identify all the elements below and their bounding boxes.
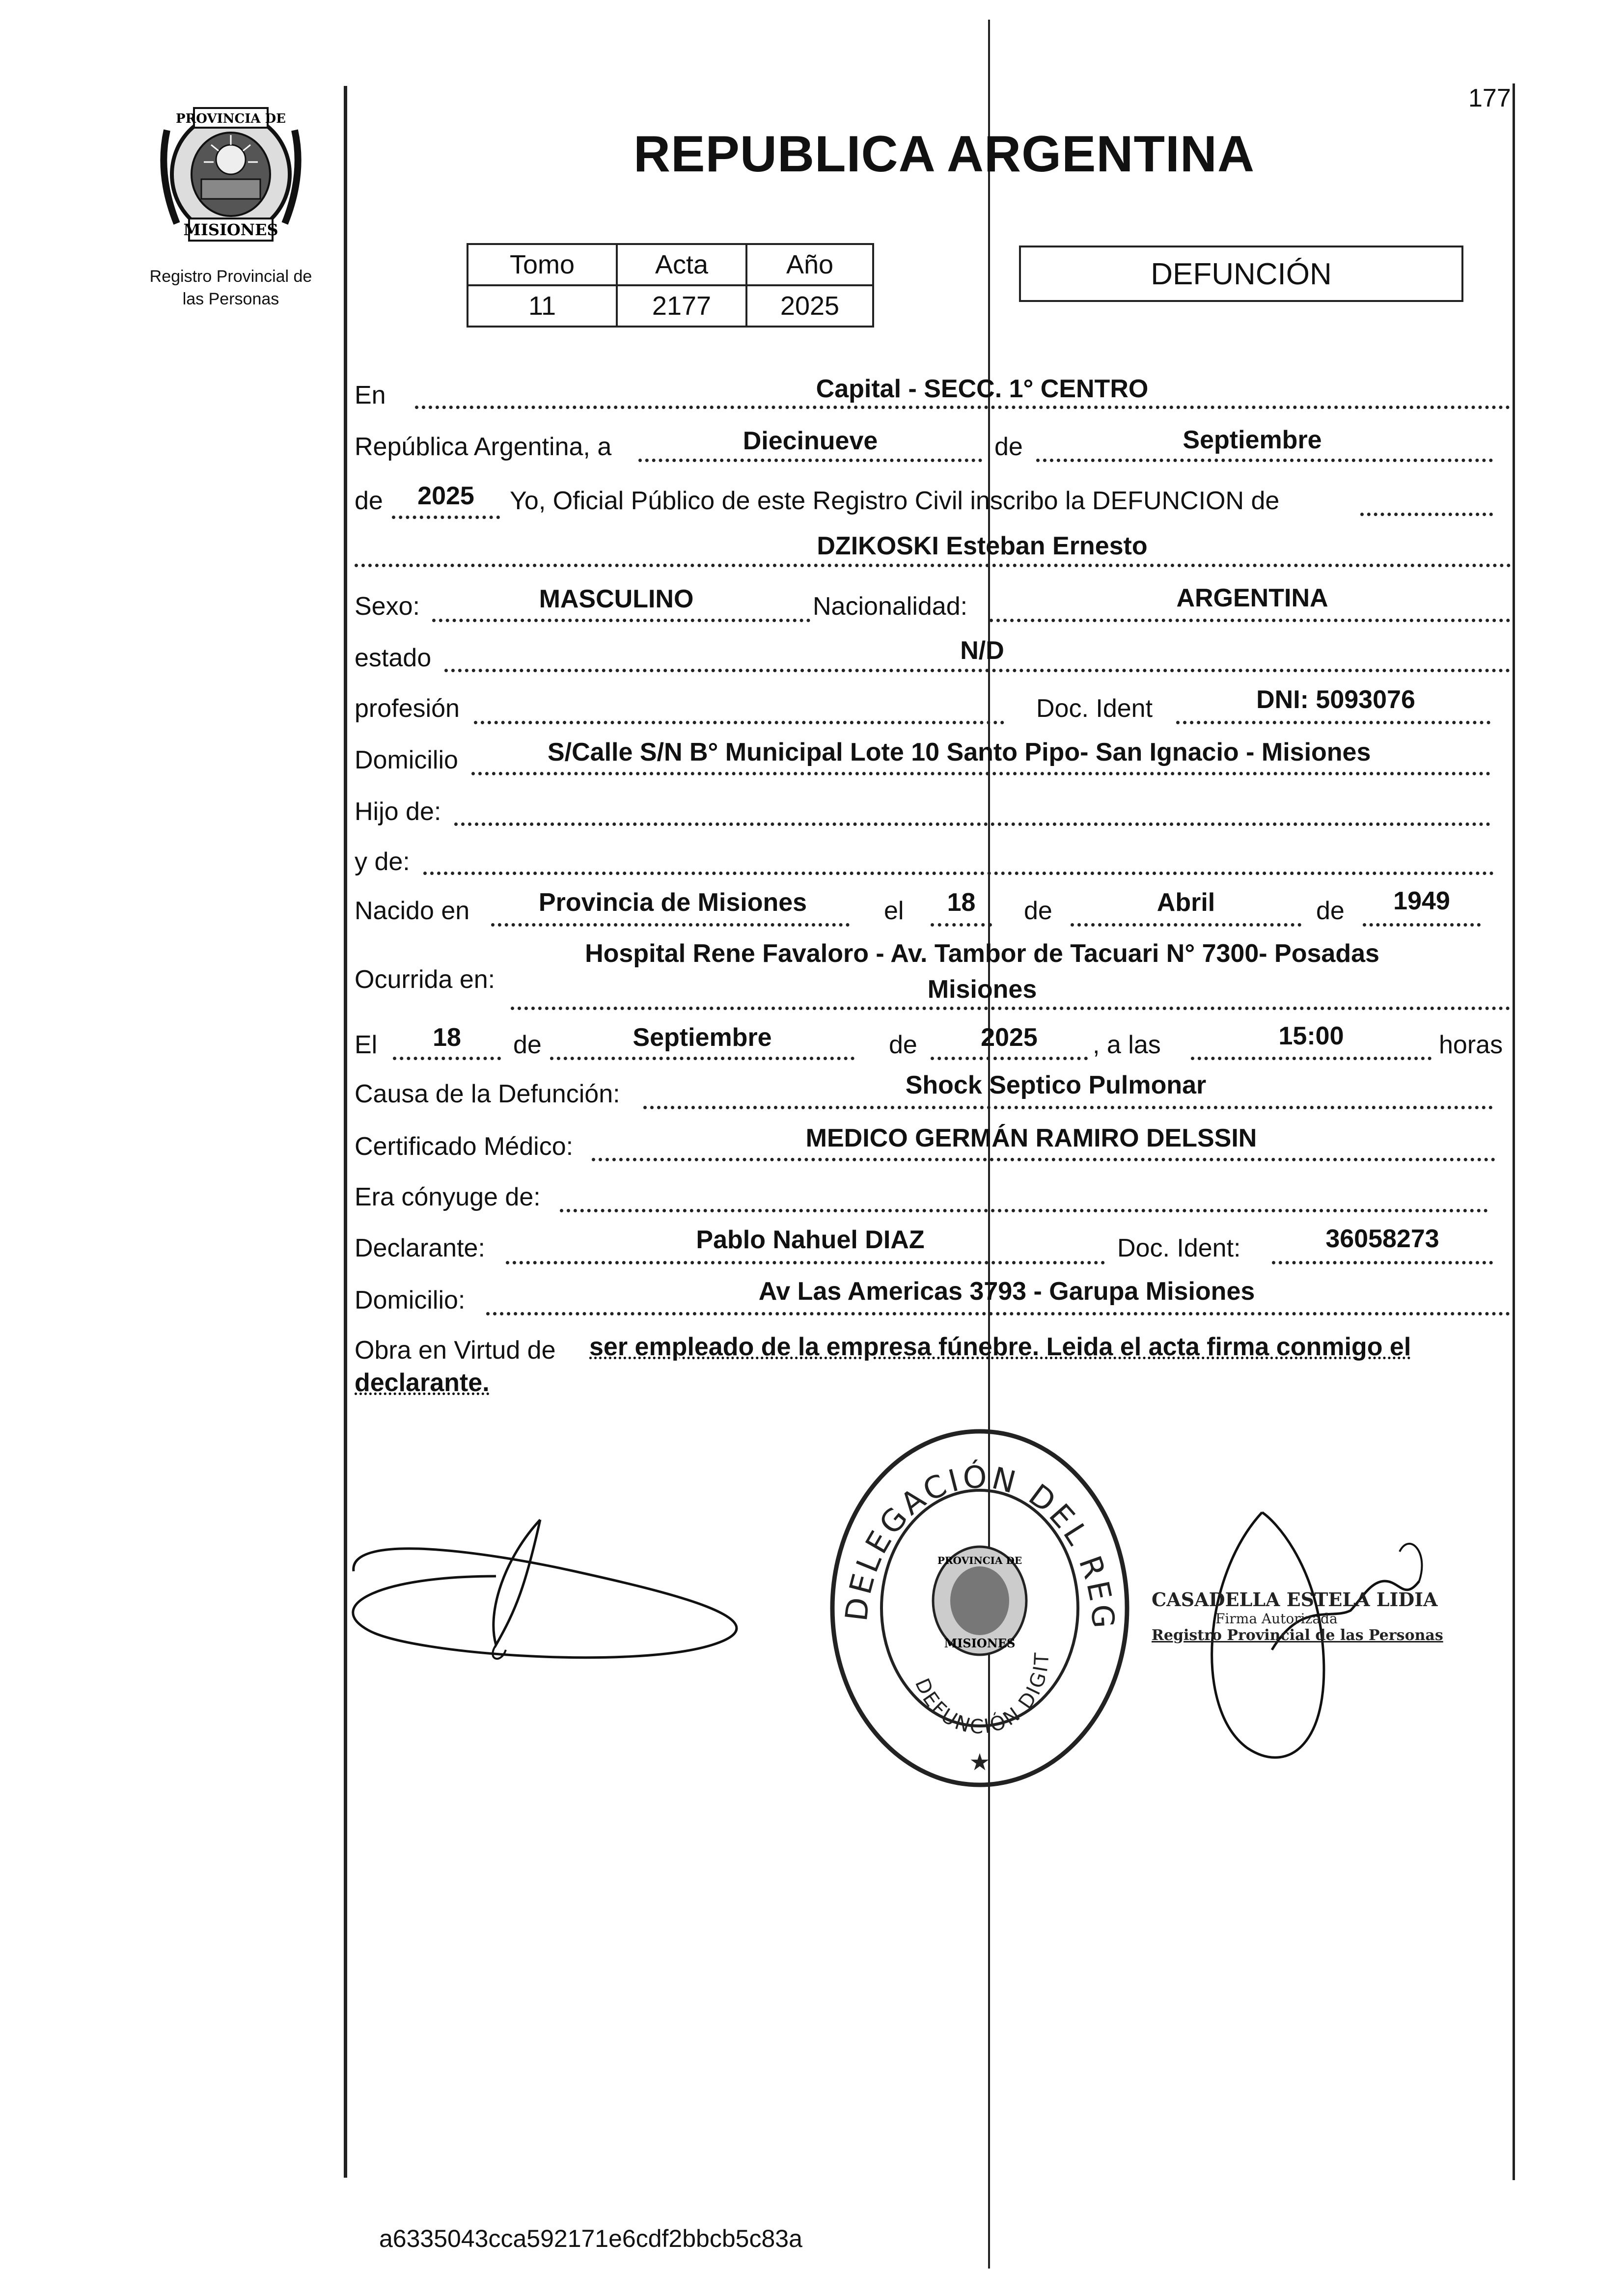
certificado-dotline [592, 1158, 1495, 1161]
document-hash: a6335043cca592171e6cdf2bbcb5c83a [379, 2225, 802, 2252]
svg-text:MISIONES: MISIONES [183, 220, 278, 239]
obra-label: Obra en Virtud de [355, 1336, 556, 1365]
profesion-label: profesión [355, 694, 460, 723]
birth-el-label: el [884, 897, 904, 925]
seal-stamp-icon [820, 1424, 1139, 1792]
left-margin-line [344, 86, 347, 2178]
declarante-dotline [506, 1261, 1105, 1264]
alas-label: , a las [1093, 1031, 1161, 1059]
record-table-header-row [468, 244, 873, 285]
death-month-dotline [550, 1057, 854, 1060]
month-dotline [1036, 459, 1493, 462]
svg-text:PROVINCIA DE: PROVINCIA DE [937, 1555, 1022, 1566]
table-cell: 2177 [617, 285, 746, 327]
obra-value-line2: declarante. [355, 1368, 490, 1397]
decl-domicilio-value: Av Las Americas 3793 - Garupa Misiones [758, 1277, 1255, 1306]
domicilio-label: Domicilio [355, 746, 458, 774]
official-role: Firma Autorizada [1215, 1611, 1338, 1627]
table-cell: 11 [468, 285, 617, 327]
death-year-dotline [931, 1057, 1088, 1060]
statement: Yo, Oficial Público de este Registro Civil inscribo la DEFUNCION de [510, 487, 1280, 515]
birth-day: 18 [947, 888, 976, 917]
day-dotline [638, 459, 982, 462]
doc-ident-dotline [1176, 721, 1490, 724]
yde-dotline [423, 872, 1494, 875]
table-header: Acta [617, 244, 746, 285]
declarante-label: Declarante: [355, 1234, 485, 1262]
table-header: Año [746, 244, 873, 285]
death-day: 18 [433, 1023, 461, 1052]
certificado-value: MEDICO GERMÁN RAMIRO DELSSIN [805, 1124, 1257, 1152]
official-office: Registro Provincial de las Personas [1152, 1627, 1443, 1644]
estado-dotline [444, 669, 1510, 672]
hijo-label: Hijo de: [355, 797, 441, 826]
sexo-dotline [432, 619, 810, 622]
rep-label: República Argentina, a [355, 433, 612, 461]
svg-text:★: ★ [969, 1749, 991, 1776]
doc-ident-label: Doc. Ident [1036, 694, 1153, 723]
sexo-label: Sexo: [355, 592, 420, 621]
death-day-dotline [393, 1057, 501, 1060]
page-title: REPUBLICA ARGENTINA [633, 126, 1255, 183]
obra-value-line1: ser empleado de la empresa fúnebre. Leida el acta firma conmigo el [589, 1333, 1411, 1361]
coat-of-arms-icon [147, 101, 314, 248]
causa-value: Shock Septico Pulmonar [905, 1071, 1207, 1099]
hijo-dotline [454, 822, 1490, 826]
nacido-label: Nacido en [355, 897, 470, 925]
domicilio-dotline [471, 772, 1490, 775]
birth-year: 1949 [1393, 887, 1450, 915]
birth-day-dotline [931, 923, 992, 927]
en-label: En [355, 381, 386, 410]
sexo-value: MASCULINO [539, 585, 694, 613]
en-dotline [415, 406, 1510, 409]
nacionalidad-label: Nacionalidad: [813, 592, 968, 621]
record-table-value-row [468, 285, 873, 327]
page-number: 177 [1468, 84, 1511, 112]
death-month: Septiembre [633, 1023, 772, 1052]
de-label: de [994, 433, 1023, 461]
conyuge-label: Era cónyuge de: [355, 1183, 541, 1211]
day-written: Diecinueve [743, 427, 878, 455]
record-type-label: DEFUNCIÓN [1151, 257, 1332, 291]
name-dotline [355, 564, 1511, 567]
ocurrida-line2: Misiones [927, 975, 1037, 1004]
statement-dotline [1360, 513, 1493, 516]
svg-text:DEFUNCIÓN DIGITAL: DEFUNCIÓN DIGIT [910, 1652, 1054, 1739]
nacionalidad-dotline [990, 619, 1510, 622]
signature-scribble-icon [339, 1498, 781, 1665]
causa-dotline [643, 1106, 1493, 1109]
en-value: Capital - SECC. 1° CENTRO [816, 375, 1149, 403]
estado-label: estado [355, 644, 432, 672]
ocurrida-line1: Hospital Rene Favaloro - Av. Tambor de Tacuari N° 7300- Posadas [585, 939, 1379, 968]
decl-doc-dotline [1272, 1261, 1493, 1264]
birth-month: Abril [1156, 888, 1215, 917]
declarant-signature [339, 1498, 781, 1665]
domicilio-value: S/Calle S/N B° Municipal Lote 10 Santo Pipo- San Ignacio - Misiones [548, 738, 1371, 766]
death-time-dotline [1191, 1057, 1431, 1060]
nacido-dotline [491, 923, 850, 927]
svg-text:PROVINCIA DE: PROVINCIA DE [176, 111, 286, 126]
year-dotline [392, 516, 500, 519]
official-name: CASADELLA ESTELA LIDIA [1152, 1588, 1438, 1611]
svg-text:DELEGACIÓN DEL REGISTRO DE LAS: DELEGACIÓN DEL REG [838, 1459, 1122, 1632]
birth-year-dotline [1363, 923, 1481, 927]
registry-seal [820, 1424, 1139, 1792]
birth-de2: de [1316, 897, 1345, 925]
death-de1: de [513, 1031, 542, 1059]
year-value: 2025 [417, 482, 474, 510]
causa-label: Causa de la Defunción: [355, 1080, 620, 1108]
death-time: 15:00 [1278, 1022, 1344, 1050]
nacido-value: Provincia de Misiones [538, 888, 807, 917]
official-stamp [1152, 1588, 1443, 1644]
doc-ident-value: DNI: 5093076 [1256, 685, 1415, 714]
death-el-label: El [355, 1031, 378, 1059]
horas-label: horas [1439, 1031, 1503, 1059]
profesion-dotline [474, 721, 1004, 724]
right-margin-line [1513, 83, 1515, 2180]
registry-name: Registro Provincial de las Personas [149, 267, 312, 308]
decl-doc-label: Doc. Ident: [1117, 1234, 1241, 1262]
death-de2: de [889, 1031, 917, 1059]
declarante-value: Pablo Nahuel DIAZ [696, 1226, 925, 1254]
ocurrida-dotline [511, 1007, 1510, 1010]
birth-month-dotline [1071, 923, 1301, 927]
month-written: Septiembre [1183, 426, 1322, 454]
year-prefix: de [355, 487, 383, 515]
conyuge-dotline [560, 1209, 1488, 1212]
nacionalidad-value: ARGENTINA [1176, 584, 1328, 612]
svg-text:MISIONES: MISIONES [944, 1636, 1016, 1650]
certificado-label: Certificado Médico: [355, 1132, 574, 1161]
decl-domicilio-label: Domicilio: [355, 1286, 466, 1314]
record-table [467, 243, 874, 328]
death-year: 2025 [981, 1023, 1038, 1052]
decl-doc-value: 36058273 [1325, 1225, 1439, 1253]
deceased-name: DZIKOSKI Esteban Ernesto [817, 532, 1148, 560]
decl-domicilio-dotline [486, 1312, 1510, 1315]
table-cell: 2025 [746, 285, 873, 327]
province-logo [147, 101, 314, 248]
yde-label: y de: [355, 848, 410, 876]
table-header: Tomo [468, 244, 617, 285]
ocurrida-label: Ocurrida en: [355, 965, 495, 994]
estado-value: N/D [960, 636, 1004, 665]
birth-de1: de [1024, 897, 1052, 925]
